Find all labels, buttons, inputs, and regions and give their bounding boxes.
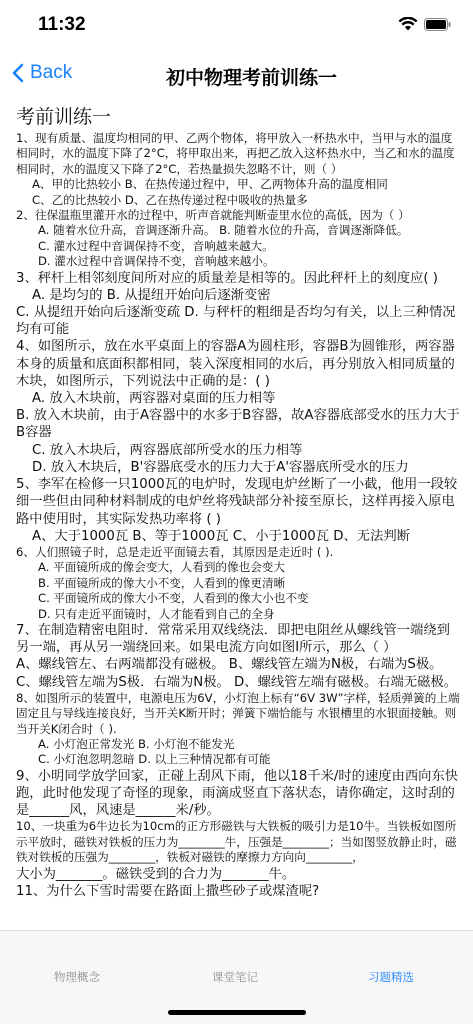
exercise-line: B. 平面镜所成的像大小不变，人看到的像更清晰 bbox=[38, 575, 286, 590]
exercise-line: 11、为什么下雪时需要在路面上撒些砂子或煤渣呢? bbox=[16, 883, 320, 899]
exercise-line: 6、人们照镜子时，总是走近平面镜去看，其原因是走近时 ( ). bbox=[16, 544, 334, 559]
exercise-line: A、螺线管左、右两端都没有磁极。 B、螺线管左端为N极，右端为S极。 bbox=[16, 657, 443, 673]
status-icons bbox=[398, 17, 451, 31]
exercise-line: C、螺线管左端为S极．右端为N极。 D、螺线管左端有磁极。右端无磁极。 bbox=[16, 674, 458, 690]
exercise-line: C. 平面镜所成的像大小不变，人看到的像大小也不变 bbox=[38, 591, 309, 606]
exercise-line: D. 放入木块后，B'容器底受水的压力大于A'容器底所受水的压力 bbox=[32, 459, 409, 475]
exercise-line: D. 只有走近平面镜时，人才能看到自己的全身 bbox=[38, 606, 275, 621]
exercise-line: 5、李军在检修一只1000瓦的电炉时，发现电炉丝断了一小截，他用一段较细一些但由同种材料制成的电炉丝将残缺部分补接至原长，这样再接入原电路中使用时，其实际发热功率将 ( ) bbox=[16, 477, 458, 527]
exercise-line: A、甲的比热较小 B、在热传递过程中，甲、乙两物体升高的温度相同 bbox=[32, 177, 388, 192]
exercise-line: A. 放入木块前，两容器对桌面的压力相等 bbox=[32, 391, 276, 407]
exercise-line: C、乙的比热较小 D、乙在热传递过程中吸收的热量多 bbox=[32, 192, 308, 207]
section-title: 考前训练一 bbox=[16, 106, 112, 128]
exercise-line: C. 小灯泡忽明忽暗 D. 以上三种情况都有可能 bbox=[38, 752, 271, 767]
wifi-icon bbox=[398, 17, 418, 31]
navigation-bar bbox=[0, 52, 473, 98]
tab-physics-concepts[interactable]: 物理概念 bbox=[54, 970, 100, 984]
exercise-line: 7、在制造精密电阻时．常常采用双线绕法．即把电阻丝从螺线管一端绕到另一端，再从另一端绕回来。如果电流方向如图I所示，那么（ ） bbox=[16, 622, 450, 656]
status-bar bbox=[0, 0, 473, 52]
battery-icon bbox=[424, 18, 451, 31]
exercise-line: 大小为_______。磁铁受到的合力为_______牛。 bbox=[16, 866, 296, 882]
exercise-line: C. 灌水过程中音调保持不变，音响越来越大。 bbox=[38, 238, 274, 253]
exercise-line: D. 灌水过程中音调保持不变，音响越来越小。 bbox=[38, 254, 275, 269]
exercise-line: B. 放入木块前，由于A容器中的水多于B容器，故A容器底部受水的压力大于B容器 bbox=[16, 408, 460, 441]
tab-class-notes[interactable]: 课堂笔记 bbox=[212, 970, 258, 984]
back-button-label: Back bbox=[30, 62, 73, 83]
exercise-line: C. 从提纽开始向后逐渐变疏 D. 与秤杆的粗细是否均匀有关，以上三种情况均有可能 bbox=[16, 305, 456, 338]
exercise-line: A. 小灯泡正常发光 B. 小灯泡不能发光 bbox=[38, 736, 235, 751]
tab-selected-exercises[interactable]: 习题精选 bbox=[368, 970, 414, 984]
page-title: 初中物理考前训练一 bbox=[165, 67, 337, 89]
exercise-line: 9、小明同学放学回家，正碰上刮风下雨，他以18千米/时的速度由西向东快跑，此时他发现了奇怪的现象，雨滴成竖直下落状态，请你确定，这时刮的是______风，风速是______米/秒。 bbox=[16, 768, 459, 819]
exercise-line: A. 随着水位升高，音调逐渐升高。 B. 随着水位的升高，音调逐渐降低。 bbox=[38, 223, 409, 238]
exercise-line: 2、往保温瓶里灌开水的过程中，听声音就能判断壶里水位的高低，因为（ ） bbox=[16, 208, 410, 223]
exercise-line: 8、如图所示的装置中，电源电压为6V，小灯泡上标有“6V 3W”字样，轻质弹簧的上端固定且与导线连接良好，当开关K断开时；弹簧下端恰能与 水银槽里的水银面接触。则当开关K闭合时（ ). bbox=[16, 690, 460, 736]
exercise-line: 1、现有质量、温度均相同的甲、乙两个物体，将甲放入一杯热水中，当甲与水的温度相同时，水的温度下降了2°C，将甲取出来，再把乙放入这杯热水中，当乙和水的温度相同时，水的温度又下降了2°C，若热量损失忽略不计，则（ ） bbox=[16, 131, 455, 176]
exercise-line: C. 放入木块后，两容器底部所受水的压力相等 bbox=[32, 442, 303, 458]
exercise-line: 3、秤杆上相邻刻度间所对应的质量差是相等的。因此秤杆上的刻度应( ) bbox=[16, 270, 438, 286]
exercise-line: A、大于1000瓦 B、等于1000瓦 C、小于1000瓦 D、无法判断 bbox=[32, 528, 410, 544]
exercise-text bbox=[16, 131, 461, 900]
exercise-line: A. 是均匀的 B. 从提纽开始向后逐渐变密 bbox=[32, 287, 271, 303]
home-indicator bbox=[168, 1010, 306, 1015]
exercise-line: A. 平面镜所成的像会变大，人看到的像也会变大 bbox=[38, 560, 285, 575]
exercise-line: 4、如图所示，放在水平桌面上的容器A为圆柱形，容器B为圆锥形，两容器本身的质量和底面积都相同，装入深度相同的水后，再分别放入相同质量的木块，如图所示，下列说法中正确的是：( ) bbox=[16, 339, 455, 389]
exercise-line: 10、一块重为6牛边长为10cm的正方形磁铁与大铁板的吸引力是10牛。当铁板如图所示平放时，磁铁对铁板的压力为________牛，压强是________；当如图竖放静止时，磁铁对铁板的压强为________，铁板对磁铁的摩擦力方向向________， bbox=[16, 819, 457, 865]
exercise-content[interactable] bbox=[0, 98, 473, 930]
status-time: 11:32 bbox=[38, 14, 86, 35]
